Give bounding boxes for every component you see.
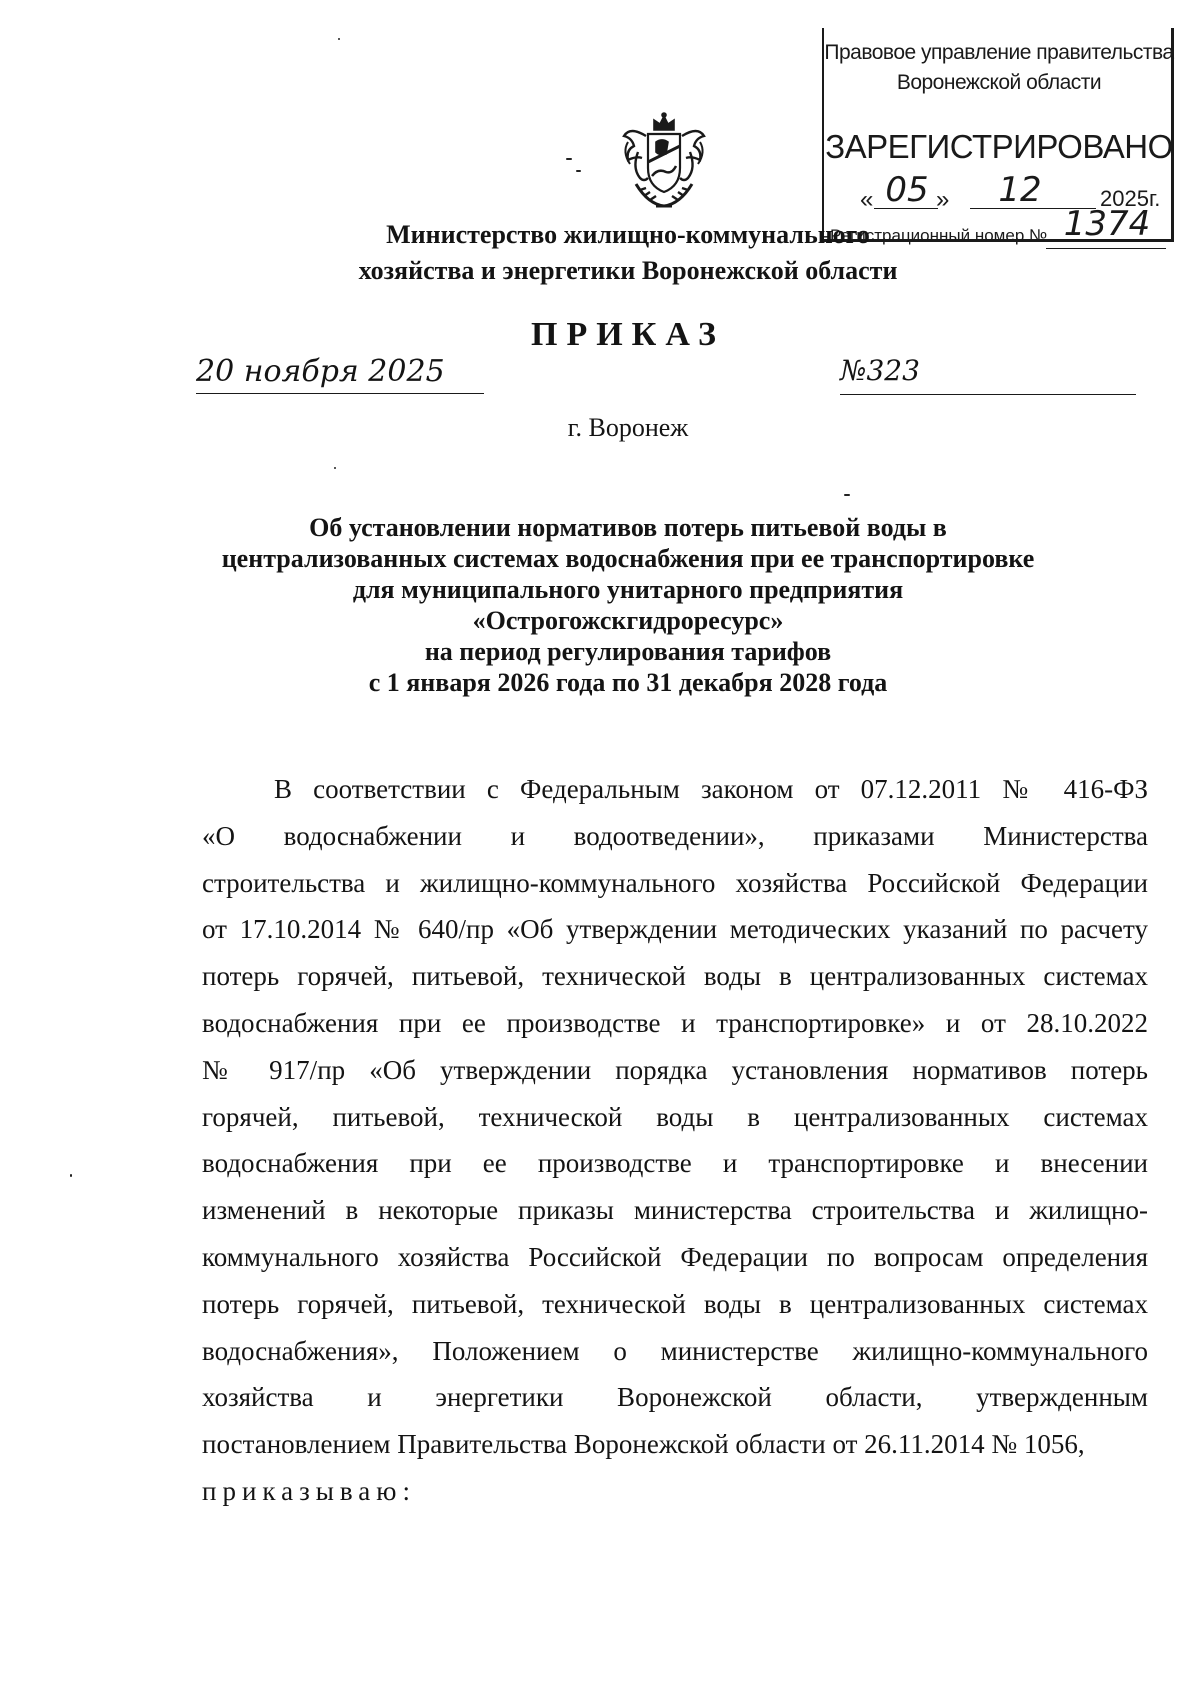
stamp-open-quote: «: [860, 186, 874, 213]
scan-speck: [334, 467, 336, 469]
subject-line: с 1 января 2026 года по 31 декабря 2028 года: [368, 668, 888, 697]
subject-line: для муниципального унитарного предприятия: [352, 575, 904, 604]
scan-speck: [844, 494, 850, 496]
ministry-line1: Министерство жилищно-коммунального: [386, 220, 870, 249]
body-line: водоснабжения», Положением о министерстве жилищно-коммунального: [202, 1335, 1148, 1366]
scan-speck: [70, 1174, 72, 1177]
stamp-office-line1: Правовое управление правительства: [824, 41, 1174, 64]
scan-speck: [576, 170, 581, 172]
stamp-registered-label: ЗАРЕГИСТРИРОВАНО: [825, 128, 1173, 165]
stamp-month: 12: [998, 170, 1042, 210]
body-line: постановлением Правительства Воронежской области от 26.11.2014 № 1056,: [202, 1429, 1085, 1460]
scan-speck: [566, 158, 572, 160]
body-line: строительства и жилищно-коммунального хозяйства Российской Федерации: [202, 867, 1148, 898]
city: г. Воронеж: [567, 413, 689, 442]
ministry-name: [0, 217, 1200, 289]
stamp-reg-label: Регистрационный номер №: [830, 226, 1048, 245]
stamp-day-line: [874, 208, 938, 209]
order-number-handwritten: №323: [840, 354, 920, 387]
body-line: потерь горячей, питьевой, технической воды в централизованных системах: [202, 961, 1148, 992]
order-title: ПРИКАЗ: [531, 316, 725, 353]
body-line: от 17.10.2014 № 640/пр «Об утверждении методических указаний по расчету: [202, 914, 1148, 945]
body-line: водоснабжения при ее производстве и транспортировке и внесении: [202, 1148, 1148, 1179]
voronezh-coat-of-arms-icon: [618, 112, 710, 212]
stamp-office-line2: Воронежской области: [896, 71, 1102, 94]
ministry-line2: хозяйства и энергетики Воронежской области: [358, 256, 898, 285]
scan-speck: [338, 38, 340, 40]
body-line: изменений в некоторые приказы министерства строительства и жилищно-: [202, 1195, 1148, 1226]
stamp-close-quote: »: [936, 186, 950, 213]
stamp-day: 05: [885, 170, 929, 210]
registration-stamp: [822, 28, 1174, 245]
order-number-line: [840, 394, 1136, 395]
order-directive: приказываю:: [202, 1475, 416, 1506]
order-date-line: [196, 393, 484, 394]
body-line: горячей, питьевой, технической воды в централизованных системах: [202, 1101, 1148, 1132]
preamble-paragraph: [202, 766, 1148, 1515]
subject-line: «Острогожскгидроресурс»: [472, 606, 784, 635]
order-subject: [0, 512, 1200, 698]
body-line: водоснабжения при ее производстве и транспортировке» и от 28.10.2022: [202, 1007, 1148, 1038]
body-line: потерь горячей, питьевой, технической воды в централизованных системах: [202, 1288, 1148, 1319]
stamp-reg-number: 1374: [1063, 204, 1151, 244]
body-line: хозяйства и энергетики Воронежской области, утвержденным: [202, 1382, 1148, 1413]
subject-line: Об установлении нормативов потерь питьевой воды в: [309, 513, 947, 542]
stamp-year: 2025г.: [1100, 186, 1161, 211]
body-line: коммунального хозяйства Российской Федерации по вопросам определения: [202, 1241, 1148, 1272]
stamp-office: [824, 38, 1174, 98]
body-line: В соответствии с Федеральным законом от 07.12.2011 № 416-ФЗ: [274, 774, 1148, 804]
body-line: № 917/пр «Об утверждении порядка установления нормативов потерь: [202, 1054, 1148, 1085]
subject-line: на период регулирования тарифов: [424, 637, 832, 666]
subject-line: централизованных системах водоснабжения при ее транспортировке: [221, 544, 1035, 573]
body-line: «О водоснабжении и водоотведении», приказами Министерства: [202, 820, 1148, 851]
order-date-handwritten: 20 ноября 2025: [196, 354, 445, 389]
